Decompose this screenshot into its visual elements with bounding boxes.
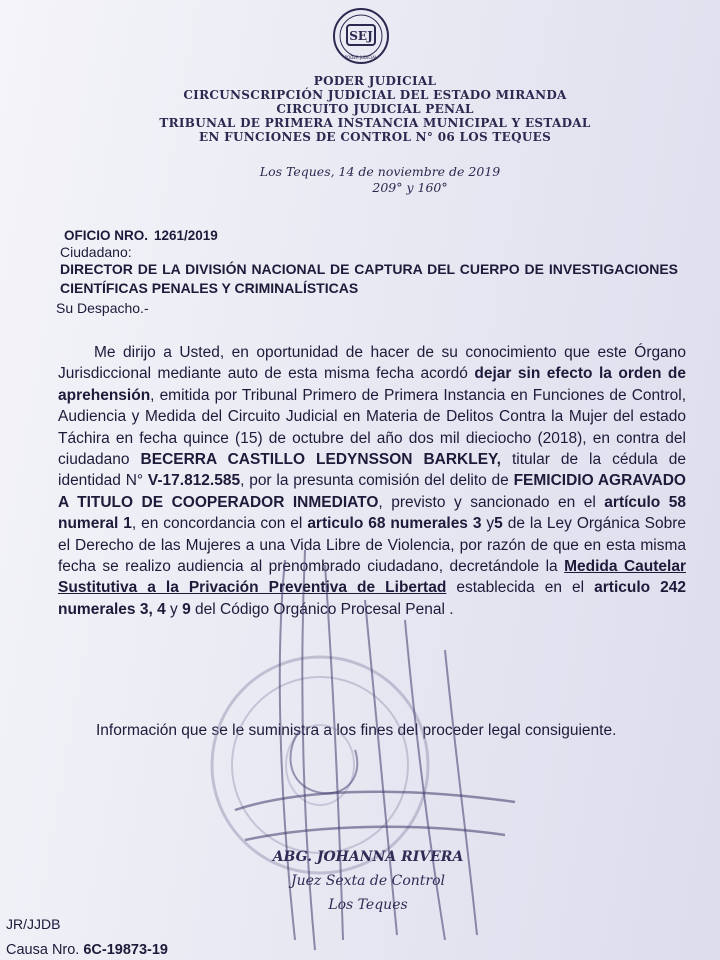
body-text: titular de la cédula de identidad N° [58, 451, 686, 490]
svg-text:PODER JUDICIAL: PODER JUDICIAL [344, 55, 378, 60]
header-line: EN FUNCIONES DE CONTROL N° 06 LOS TEQUES [198, 130, 552, 144]
body-text: Me dirijo a Usted, en oportunidad de hacer de su conocimiento que este Órgano Jurisdiccional mediante auto de esta misma fecha acordó [58, 344, 686, 383]
court-header [130, 74, 620, 144]
closing-text: Información que se le suministra a los fines del proceder legal consiguiente. [96, 722, 617, 739]
offense: FEMICIDIO AGRAVADO A TITULO DE COOPERADOR INMEDIATO [58, 472, 686, 511]
body-text: de la Ley Orgánica Sobre el Derecho de las Mujeres a una Vida Libre de Violencia, por razón de que en esta misma fecha se realizo audiencia al prenombrado ciudadano, decretándole la [58, 515, 686, 576]
signer-title: Juez Sexta de Control [290, 873, 445, 889]
body-bold: articulo 242 numerales 3, 4 [58, 579, 687, 618]
signer-name: ABG. JOHANNA RIVERA [272, 849, 464, 865]
oficio-label: OFICIO NRO. [64, 228, 148, 243]
body-bold: 5 [494, 515, 503, 533]
salutation: Ciudadano: [60, 244, 132, 260]
despacho: Su Despacho.- [56, 300, 149, 316]
defendant-name: BECERRA CASTILLO LEDYNSSON BARKLEY, [140, 451, 501, 469]
body-text: y [486, 515, 495, 533]
measure-underlined: Medida Cautelar Sustitutiva a la Privación Preventiva de Libertad [58, 558, 686, 597]
id-number: V-17.812.585 [147, 472, 241, 490]
signer-place: Los Teques [328, 897, 408, 913]
body-text: del Código Orgánico Procesal Penal . [195, 600, 454, 618]
place-date-block [230, 164, 530, 196]
header-line: TRIBUNAL DE PRIMERA INSTANCIA MUNICIPAL Y ESTADAL [159, 116, 591, 130]
case-label: Causa Nro. [6, 942, 80, 958]
place-date: Los Teques, 14 de noviembre de 2019 [259, 164, 501, 179]
body-bold: dejar sin efecto la orden de aprehensión [58, 365, 687, 404]
body-text: , en concordancia con el [131, 515, 303, 533]
oficio-number [64, 228, 218, 243]
body-text: establecida en el [456, 579, 585, 597]
body-text: , emitida por Tribunal Primero de Primera Instancia en Funciones de Control, Audiencia y Medida del Circuito Judicial en Materia de Delitos Contra la Mujer del estado Táchira en fecha quince (15) de octubre del año dos mil dieciocho (2018), en contra del ciudadano [58, 386, 686, 469]
initials: JR/JJDB [6, 916, 61, 932]
oficio-value: 1261/2019 [154, 228, 218, 243]
body-bold: artículo 58 numeral 1 [58, 493, 687, 533]
body-text: y [170, 600, 178, 618]
header-line: CIRCUNSCRIPCIÓN JUDICIAL DEL ESTADO MIRANDA [183, 88, 567, 102]
judicial-seal-icon [322, 6, 400, 68]
body-bold: 9 [182, 600, 191, 618]
years: 209° y 160° [372, 180, 448, 195]
case-value: 6C-19873-19 [83, 942, 168, 958]
signature-block [248, 845, 488, 917]
body-text: , por la presunta comisión del delito de [240, 472, 509, 490]
body-bold: articulo 68 numerales 3 [307, 515, 482, 533]
body-text: , previsto y sancionado en el [378, 493, 596, 511]
case-number [6, 942, 168, 958]
svg-text:SEJ: SEJ [349, 29, 373, 43]
header-line: PODER JUDICIAL [313, 74, 437, 88]
recipient: DIRECTOR DE LA DIVISIÓN NACIONAL DE CAPTURA DEL CUERPO DE INVESTIGACIONES CIENTÍFICAS PENALES Y CRIMINALÍSTICAS [60, 261, 678, 296]
header-line: CIRCUITO JUDICIAL PENAL [276, 102, 474, 116]
